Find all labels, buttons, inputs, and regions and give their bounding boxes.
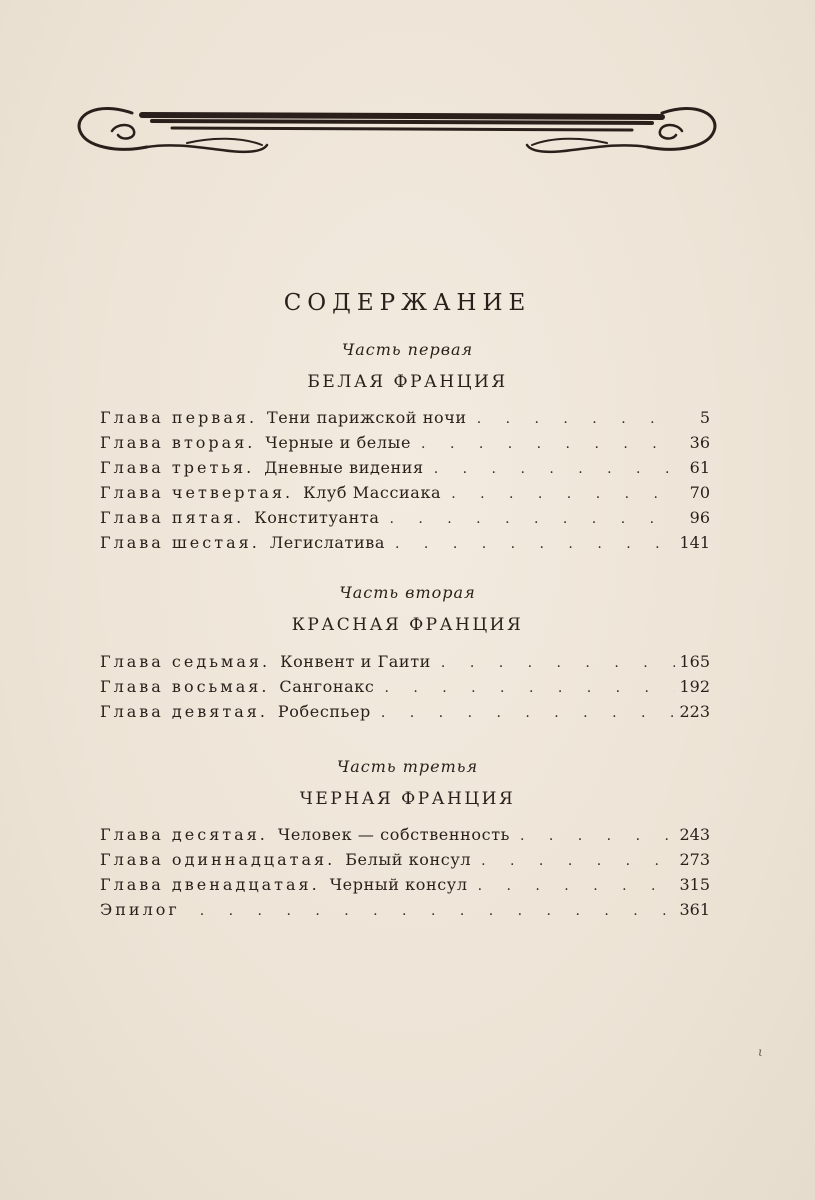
- part-title: ЧЕРНАЯ ФРАНЦИЯ: [299, 789, 516, 809]
- chapter-label: Глава третья.: [100, 458, 255, 477]
- page-number: 361: [679, 900, 710, 919]
- part-title: КРАСНАЯ ФРАНЦИЯ: [291, 615, 524, 635]
- dot-leader: [477, 411, 676, 427]
- dot-leader: [478, 878, 676, 894]
- chapter-title: Клуб Массиака: [303, 483, 442, 502]
- toc-row[interactable]: [100, 533, 710, 558]
- chapter-title: Дневные видения: [264, 458, 424, 477]
- part-label: Часть первая: [341, 340, 474, 359]
- dot-leader: [441, 655, 676, 671]
- page-number: 243: [679, 825, 710, 844]
- chapter-label: Глава шестая.: [100, 533, 260, 552]
- chapter-title: Черный консул: [329, 875, 468, 894]
- page-number: 61: [689, 458, 710, 477]
- chapter-title: Робеспьер: [277, 702, 371, 721]
- toc-row[interactable]: [100, 508, 710, 533]
- chapter-title: Тени парижской ночи: [267, 408, 467, 427]
- dot-leader: [520, 828, 675, 844]
- dot-leader: [384, 680, 675, 696]
- page-number: 5: [699, 408, 710, 427]
- toc-list: [100, 408, 710, 558]
- page-number: 96: [689, 508, 710, 527]
- chapter-label: Глава вторая.: [100, 433, 256, 452]
- chapter-label: Глава девятая.: [100, 702, 268, 721]
- page-number: 192: [679, 677, 710, 696]
- part-label: Часть третья: [336, 757, 479, 776]
- chapter-title: Легислатива: [269, 533, 386, 552]
- chapter-title: Конвент и Гаити: [280, 652, 431, 671]
- dot-leader: [200, 903, 676, 919]
- toc-row[interactable]: [100, 433, 710, 458]
- part-title: БЕЛАЯ ФРАНЦИЯ: [307, 372, 508, 392]
- chapter-label: Глава первая.: [100, 408, 258, 427]
- toc-row[interactable]: [100, 825, 710, 850]
- dot-leader: [389, 511, 676, 527]
- dot-leader: [451, 486, 676, 502]
- chapter-title: Белый консул: [345, 850, 472, 869]
- chapter-label: Глава двенадцатая.: [100, 875, 320, 894]
- chapter-label: Глава одиннадцатая.: [100, 850, 336, 869]
- page-number: 273: [679, 850, 710, 869]
- page-number: 165: [679, 652, 710, 671]
- toc-row[interactable]: [100, 677, 710, 702]
- dot-leader: [421, 436, 676, 452]
- toc-list: [100, 825, 710, 925]
- chapter-title: Человек — собственность: [277, 825, 510, 844]
- page-number: 223: [679, 702, 710, 721]
- toc-row[interactable]: [100, 900, 710, 925]
- chapter-label: Глава десятая.: [100, 825, 268, 844]
- chapter-label: Глава пятая.: [100, 508, 245, 527]
- toc-row[interactable]: [100, 408, 710, 433]
- toc-row[interactable]: [100, 702, 710, 727]
- chapter-title: Черные и белые: [265, 433, 412, 452]
- chapter-title: Сангонакс: [279, 677, 375, 696]
- chapter-title: Конституанта: [254, 508, 380, 527]
- chapter-label: Эпилог: [100, 900, 180, 919]
- dot-leader: [395, 536, 675, 552]
- toc-row[interactable]: [100, 483, 710, 508]
- toc-list: [100, 652, 710, 727]
- toc-row[interactable]: [100, 652, 710, 677]
- part-label: Часть вторая: [339, 583, 476, 602]
- page-number: 315: [679, 875, 710, 894]
- dot-leader: [434, 461, 676, 477]
- stray-mark: ι: [758, 1045, 763, 1059]
- chapter-label: Глава четвертая.: [100, 483, 294, 502]
- dot-leader: [381, 705, 676, 721]
- page-number: 70: [689, 483, 710, 502]
- toc-row[interactable]: [100, 458, 710, 483]
- header-ornament: [72, 95, 722, 165]
- page-number: 141: [679, 533, 710, 552]
- dot-leader: [481, 853, 675, 869]
- toc-row[interactable]: [100, 850, 710, 875]
- chapter-label: Глава восьмая.: [100, 677, 270, 696]
- toc-row[interactable]: [100, 875, 710, 900]
- page-title: СОДЕРЖАНИЕ: [283, 290, 532, 316]
- page-number: 36: [689, 433, 710, 452]
- chapter-label: Глава седьмая.: [100, 652, 271, 671]
